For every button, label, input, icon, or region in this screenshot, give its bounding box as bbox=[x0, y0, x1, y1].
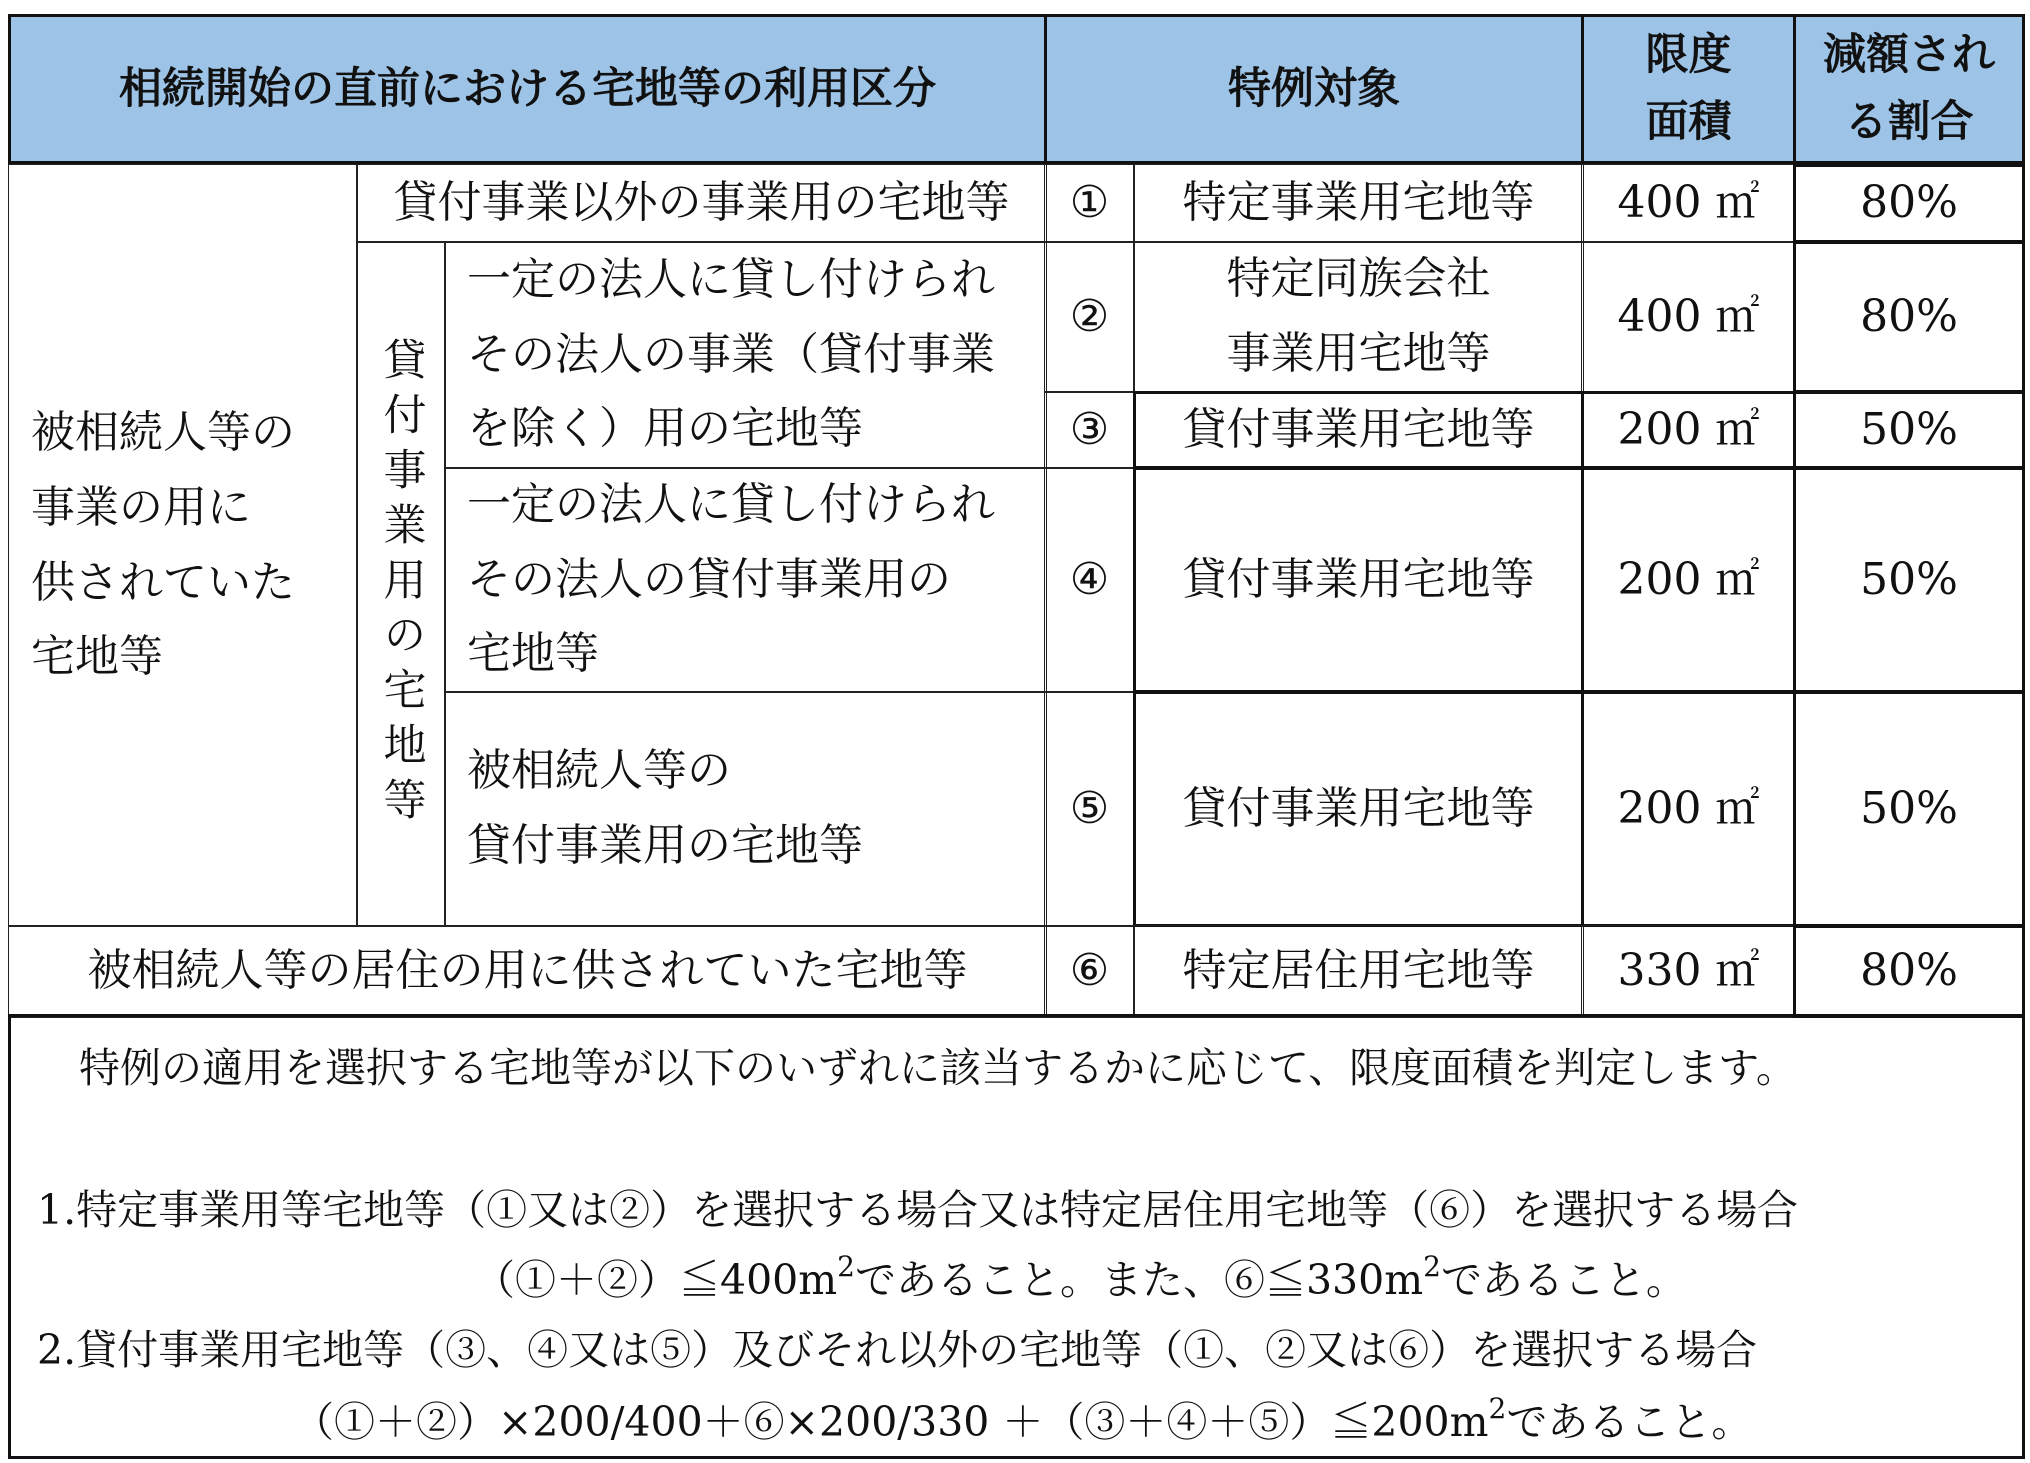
row-4-area: 200 ㎡ bbox=[1581, 467, 1796, 693]
row-1-rate: 80% bbox=[1793, 164, 2025, 243]
row-3-area: 200 ㎡ bbox=[1581, 391, 1796, 469]
notes-case-2-formula-part-a: （①＋②）×200/400＋⑥×200/330 ＋（③＋④＋⑤）≦200m bbox=[293, 1398, 1489, 1446]
row-6-category: 被相続人等の居住の用に供されていた宅地等 bbox=[8, 925, 1047, 1018]
header-limit-area: 限度 面積 bbox=[1581, 14, 1796, 164]
row-1-target: 特定事業用宅地等 bbox=[1133, 164, 1584, 243]
row-6-number: ⑥ bbox=[1044, 925, 1135, 1018]
row-2-area: 400 ㎡ bbox=[1581, 241, 1796, 393]
notes-case-1-formula-part-c: であること。 bbox=[1440, 1256, 1687, 1304]
row-4-target: 貸付事業用宅地等 bbox=[1133, 467, 1584, 693]
square-superscript: 2 bbox=[1488, 1392, 1507, 1425]
notes-case-1-formula bbox=[474, 1247, 1687, 1306]
row-3-target: 貸付事業用宅地等 bbox=[1133, 391, 1584, 469]
notes-case-2-formula-part-b: であること。 bbox=[1506, 1398, 1753, 1446]
square-superscript: 2 bbox=[837, 1250, 855, 1283]
row-2-number: ② bbox=[1044, 241, 1135, 393]
row-2-rate: 80% bbox=[1793, 241, 2025, 393]
row-1-area: 400 ㎡ bbox=[1581, 164, 1796, 243]
row-5-target: 貸付事業用宅地等 bbox=[1133, 691, 1584, 927]
row-4-number: ④ bbox=[1044, 467, 1135, 693]
rental-business-vertical-label: 貸付事業用の宅地等 bbox=[356, 241, 446, 927]
header-special-target: 特例対象 bbox=[1044, 14, 1584, 164]
row-6-target: 特定居住用宅地等 bbox=[1133, 925, 1584, 1018]
row-4-rate: 50% bbox=[1793, 467, 2025, 693]
row-1-number: ① bbox=[1044, 164, 1135, 243]
row-5-number: ⑤ bbox=[1044, 691, 1135, 927]
business-use-group-label: 被相続人等の 事業の用に 供されていた 宅地等 bbox=[8, 164, 358, 927]
notes-case-1-formula-part-b: であること。また、⑥≦330m bbox=[854, 1256, 1424, 1304]
notes-intro: 特例の適用を選択する宅地等が以下のいずれに該当するかに応じて、限度面積を判定します。 bbox=[79, 1044, 1797, 1092]
row-6-area: 330 ㎡ bbox=[1581, 925, 1796, 1018]
row-6-rate: 80% bbox=[1793, 925, 2025, 1018]
header-usage-category: 相続開始の直前における宅地等の利用区分 bbox=[8, 14, 1047, 164]
row-5-category: 被相続人等の 貸付事業用の宅地等 bbox=[444, 691, 1047, 927]
square-superscript: 2 bbox=[1423, 1250, 1441, 1283]
notes-case-1-formula-part-a: （①＋②）≦400m bbox=[474, 1256, 838, 1304]
header-reduction-rate: 減額され る割合 bbox=[1793, 14, 2025, 164]
row-2-category: 一定の法人に貸し付けられ その法人の事業（貸付事業 を除く）用の宅地等 bbox=[444, 241, 1047, 469]
row-4-category: 一定の法人に貸し付けられ その法人の貸付事業用の 宅地等 bbox=[444, 467, 1047, 693]
limit-area-notes bbox=[8, 1014, 2025, 1459]
row-3-rate: 50% bbox=[1793, 391, 2025, 469]
notes-case-2-formula bbox=[293, 1389, 1752, 1448]
row-2-target: 特定同族会社 事業用宅地等 bbox=[1133, 241, 1584, 393]
notes-case-1-title: 1.特定事業用等宅地等（①又は②）を選択する場合又は特定居住用宅地等（⑥）を選択する場合 bbox=[37, 1186, 1799, 1234]
row-5-rate: 50% bbox=[1793, 691, 2025, 927]
row-5-area: 200 ㎡ bbox=[1581, 691, 1796, 927]
row-1-category: 貸付事業以外の事業用の宅地等 bbox=[356, 164, 1047, 243]
row-3-number: ③ bbox=[1044, 391, 1135, 469]
notes-case-2-title: 2.貸付事業用宅地等（③、④又は⑤）及びそれ以外の宅地等（①、②又は⑥）を選択する場合 bbox=[37, 1326, 1758, 1374]
